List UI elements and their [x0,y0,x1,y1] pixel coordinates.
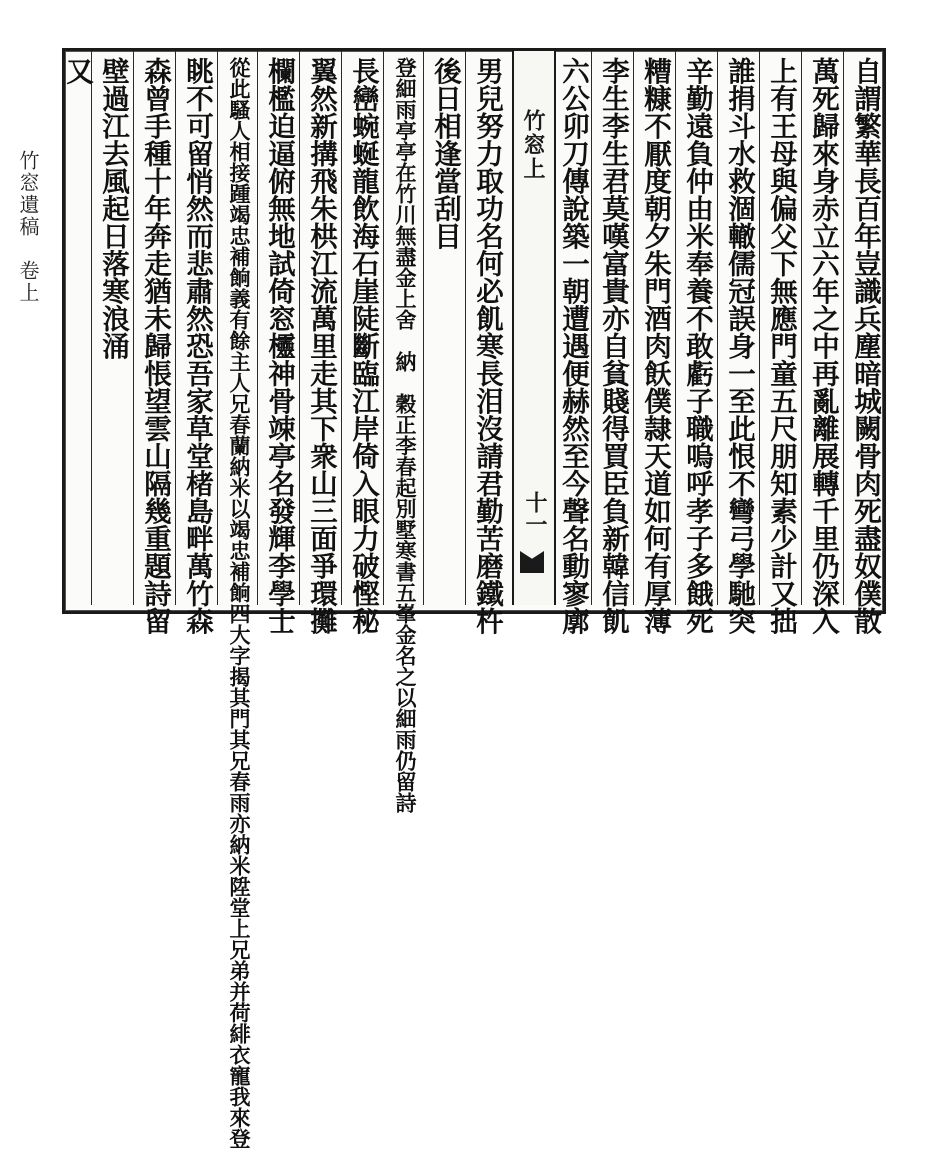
column-rule [801,51,802,605]
center-fold [512,51,556,605]
column-rule [217,51,218,605]
text-column-5: 辛勤遠負仲由米奉養不敢虧子職嗚呼孝子多餓死 [681,57,713,635]
column-rule [633,51,634,605]
column-rule [465,51,466,605]
text-column-6: 糟糠不厭度朝夕朱門酒肉飫僕隷天道如何有厚薄 [639,57,671,635]
fold-book-title: 竹窓上 [520,109,546,181]
column-rule [133,51,134,605]
text-column-19: 又 [61,57,93,85]
text-column-8: 六公卯刀傳說築一朝遭遇便赫然至今聲名動寥廓 [557,57,589,635]
column-rule [843,51,844,605]
text-column-11-title: 登細雨亭亭在竹川無盡金上舍 納 穀正李春起別墅寒書五峯金名之以細雨仍留詩 [393,57,418,813]
text-column-15: 從此騷人相接踵竭忠補餉義有餘主人兄春蘭納米以竭忠補餉四大字揭其門其兄春雨亦納米陞堂上兄弟并荷緋衣寵我來登 [227,57,252,1149]
column-rule [591,51,592,605]
column-rule [759,51,760,605]
column-rule [341,51,342,605]
column-rule [299,51,300,605]
text-column-2: 萬死歸來身赤立六年之中再亂離展轉千里仍深入 [807,57,839,635]
column-rule [717,51,718,605]
text-column-1: 自謂繁華長百年豈識兵塵暗城闕骨肉死盡奴僕散 [849,57,881,635]
fishtail-mark-icon [520,551,544,573]
text-column-12: 長巒蜿蜒龍飲海石崖陡斷臨江岸倚入眼力破慳秘 [347,57,379,635]
text-column-4: 誰捐斗水救涸轍儒冠誤身一至此恨不彎弓學馳突 [723,57,755,635]
text-column-16: 眺不可留悄然而悲肅然恐吾家草堂楮島畔萬竹森 [181,57,213,635]
text-column-3: 上有王母與偏父下無應門童五尺朋知素少計又拙 [765,57,797,635]
text-column-10: 後日相逢當刮目 [429,57,461,250]
column-rule [383,51,384,605]
text-column-18: 壁過江去風起日落寒浪涌 [97,57,129,360]
column-rule [175,51,176,605]
column-rule [257,51,258,605]
text-column-9: 男兒努力取功名何必飢寒長泪沒請君勤苦磨鐵杵 [471,57,503,635]
margin-volume-title: 竹窓遺稿 卷上 [16,150,40,304]
text-column-17: 森曾手種十年奔走猶未歸悵望雲山隔幾重題詩留 [139,57,171,635]
fold-page-number: 十一 [522,491,548,535]
text-column-13: 翼然新搆飛朱栱江流萬里走其下衆山三面爭環攤 [305,57,337,635]
text-column-14: 欄檻迫逼俯無地試倚窓欞神骨竦亭名發輝李學士 [263,57,295,635]
page-frame [61,48,886,1149]
column-rule [423,51,424,605]
text-column-7: 李生李生君莫嘆富貴亦自貧賤得買臣負新韓信飢 [597,57,629,635]
column-rule [675,51,676,605]
